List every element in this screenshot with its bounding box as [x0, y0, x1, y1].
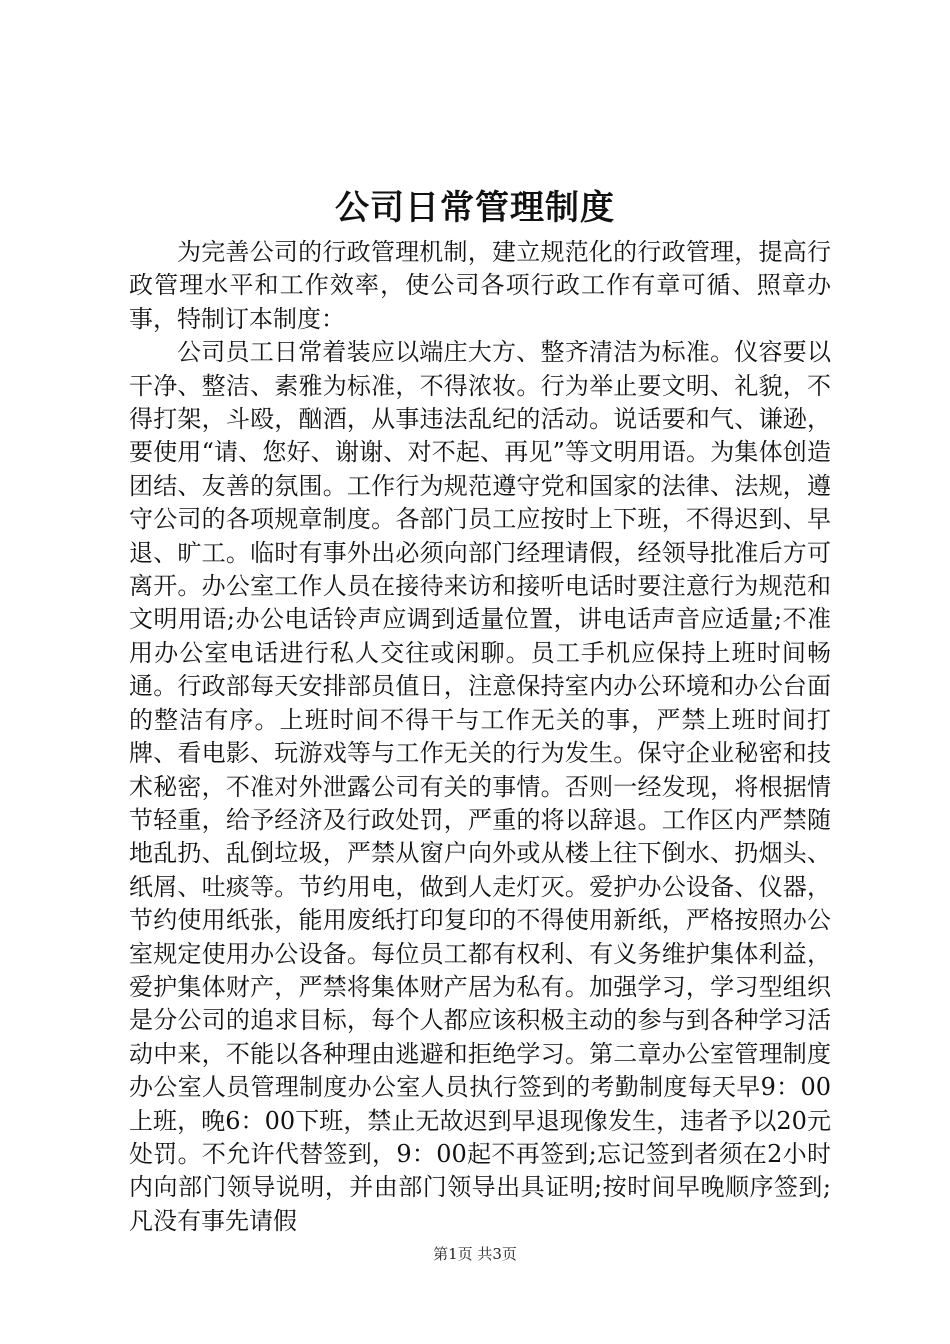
document-title: 公司日常管理制度 [335, 188, 615, 228]
document-body [129, 236, 831, 1238]
intro-paragraph: 为完善公司的行政管理机制，建立规范化的行政管理，提高行政管理水平和工作效率，使公司各项行政工作有章可循、照章办事，特制订本制度： [129, 238, 831, 333]
rules-paragraph: 公司员工日常着装应以端庄大方、整齐清洁为标准。仪容要以干净、整洁、素雅为标准，不得浓妆。行为举止要文明、礼貌，不得打架，斗殴，酗酒，从事违法乱纪的活动。说话要和气、谦逊，要使用“请、您好、谢谢、对不起、再见”等文明用语。为集体创造团结、友善的氛围。工作行为规范遵守党和国家的法律、法规，遵守公司的各项规章制度。各部门员工应按时上下班，不得迟到、早退、旷工。临时有事外出必须向部门经理请假，经领导批准后方可离开。办公室工作人员在接待来访和接听电话时要注意行为规范和文明用语;办公电话铃声应调到适量位置，讲电话声音应适量;不准用办公室电话进行私人交往或闲聊。员工手机应保持上班时间畅通。行政部每天安排部员值日，注意保持室内办公环境和办公台面的整洁有序。上班时间不得干与工作无关的事，严禁上班时间打牌、看电影、玩游戏等与工作无关的行为发生。保守企业秘密和技术秘密，不准对外泄露公司有关的事情。否则一经发现，将根据情节轻重，给予经济及行政处罚，严重的将以辞退。工作区内严禁随地乱扔、乱倒垃圾，严禁从窗户向外或从楼上往下倒水、扔烟头、纸屑、吐痰等。节约用电，做到人走灯灭。爱护办公设备、仪器，节约使用纸张，能用废纸打印复印的不得使用新纸，严格按照办公室规定使用办公设备。每位员工都有权利、有义务维护集体利益，爱护集体财产，严禁将集体财产居为私有。加强学习，学习型组织是分公司的追求目标，每个人都应该积极主动的参与到各种学习活动中来，不能以各种理由逃避和拒绝学习。第二章办公室管理制度办公室人员管理制度办公室人员执行签到的考勤制度每天早9：00上班，晚6：00下班，禁止无故迟到早退现像发生，违者予以20元处罚。不允许代替签到，9：00起不再签到;忘记签到者须在2小时内向部门领导说明，并由部门领导出具证明;按时间早晚顺序签到;凡没有事先请假 [129, 338, 831, 1235]
page-footer: 第1页 共3页 [433, 1245, 517, 1263]
